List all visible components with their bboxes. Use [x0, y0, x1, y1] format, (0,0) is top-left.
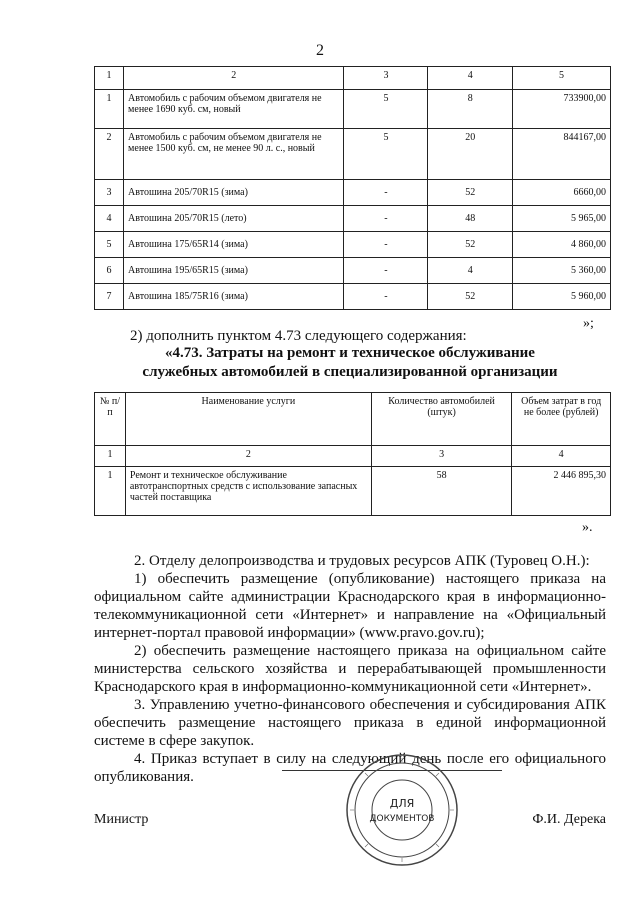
column-number: 2: [125, 446, 371, 467]
paragraph: 2) обеспечить размещение настоящего приказа на официальном сайте министерства сельского хозяйства и перерабатывающей промышленности Краснодарского края в информационно-коммуникационной сети «Интернет».: [94, 643, 606, 695]
table-row: [95, 467, 611, 516]
item-col3: -: [344, 284, 428, 310]
header-cell: Наименование услуги: [125, 393, 371, 446]
table-numbering-row: [95, 446, 611, 467]
item-price: 733900,00: [512, 90, 610, 129]
header-cell: № п/п: [95, 393, 126, 446]
page-number: 2: [316, 42, 324, 59]
item-name: Автошина 185/75R16 (зима): [124, 284, 344, 310]
paragraph: 1) обеспечить размещение (опубликование) настоящего приказа на официальном сайте администрации Краснодарского края в информационно-телекоммуникационной сети «Интернет» и направление на «Официальный интернет-портал правовой информации» (www.pravo.gov.ru);: [94, 571, 606, 641]
header-cell: 2: [124, 67, 344, 90]
table-row: [95, 258, 611, 284]
row-number: 1: [95, 90, 124, 129]
row-number: 6: [95, 258, 124, 284]
table-row: [95, 284, 611, 310]
stamp-text-line1: ДЛЯ: [389, 797, 415, 810]
header-cell: 5: [512, 67, 610, 90]
item-quantity: 52: [428, 232, 513, 258]
item-quantity: 52: [428, 180, 513, 206]
item-price: 6660,00: [512, 180, 610, 206]
column-number: 1: [95, 446, 126, 467]
item-col3: -: [344, 232, 428, 258]
row-number: 1: [95, 467, 126, 516]
signatory-title: Министр: [94, 812, 149, 827]
header-cell: 3: [344, 67, 428, 90]
item-quantity: 20: [428, 129, 513, 180]
row-number: 7: [95, 284, 124, 310]
table-header-row: [95, 393, 611, 446]
order-body: [94, 552, 606, 786]
item-quantity: 52: [428, 284, 513, 310]
item-quantity: 4: [428, 258, 513, 284]
signatory-name: Ф.И. Дерека: [532, 812, 606, 827]
vehicle-count: 58: [371, 467, 511, 516]
service-name: Ремонт и техническое обслуживание автотранспортных средств с использование запасных частей поставщика: [125, 467, 371, 516]
services-table: [94, 392, 611, 516]
item-col3: -: [344, 180, 428, 206]
item-col3: -: [344, 206, 428, 232]
table1-closing-mark: »;: [583, 316, 594, 331]
paragraph: 3. Управлению учетно-финансового обеспечения и субсидирования АПК обеспечить размещение настоящего приказа в единой информационной системе в сфере закупок.: [94, 697, 606, 749]
table-row: [95, 206, 611, 232]
paragraph: 2. Отделу делопроизводства и трудовых ресурсов АПК (Туровец О.Н.):: [134, 553, 590, 569]
item-quantity: 48: [428, 206, 513, 232]
heading-line2: служебных автомобилей в специализированной организации: [142, 364, 558, 380]
table-row: [95, 129, 611, 180]
row-number: 3: [95, 180, 124, 206]
item-quantity: 8: [428, 90, 513, 129]
column-number: 4: [512, 446, 611, 467]
header-cell: 1: [95, 67, 124, 90]
table-row: [95, 90, 611, 129]
table-header-row: [95, 67, 611, 90]
official-stamp: [344, 752, 460, 868]
item-name: Автошина 175/65R14 (зима): [124, 232, 344, 258]
heading-line1: «4.73. Затраты на ремонт и техническое обслуживание: [165, 345, 535, 361]
annual-cost: 2 446 895,30: [512, 467, 611, 516]
item-price: 844167,00: [512, 129, 610, 180]
column-number: 3: [371, 446, 511, 467]
item-price: 5 965,00: [512, 206, 610, 232]
header-cell: Количество автомобилей (штук): [371, 393, 511, 446]
item-name: Автошина 205/70R15 (лето): [124, 206, 344, 232]
stamp-text-line2: ДОКУМЕНТОВ: [369, 814, 435, 824]
item-name: Автомобиль с рабочим объемом двигателя не менее 1500 куб. см, не менее 90 л. с., новый: [124, 129, 344, 180]
row-number: 5: [95, 232, 124, 258]
item-col3: 5: [344, 90, 428, 129]
item-name: Автошина 195/65R15 (зима): [124, 258, 344, 284]
table2-closing-mark: ».: [582, 520, 593, 535]
row-number: 4: [95, 206, 124, 232]
header-cell: 4: [428, 67, 513, 90]
section-heading: [90, 344, 610, 382]
item-price: 4 860,00: [512, 232, 610, 258]
table-row: [95, 232, 611, 258]
item-price: 5 360,00: [512, 258, 610, 284]
row-number: 2: [95, 129, 124, 180]
item-col3: 5: [344, 129, 428, 180]
item-name: Автомобиль с рабочим объемом двигателя не менее 1690 куб. см, новый: [124, 90, 344, 129]
header-cell: Объем затрат в год не более (рублей): [512, 393, 611, 446]
table-row: [95, 180, 611, 206]
item-col3: -: [344, 258, 428, 284]
vehicles-table: [94, 66, 611, 310]
paragraph: 4. Приказ вступает в силу на следующий день после его официального опубликования.: [94, 751, 606, 785]
item-price: 5 960,00: [512, 284, 610, 310]
amendment-intro: 2) дополнить пунктом 4.73 следующего содержания:: [130, 328, 467, 344]
item-name: Автошина 205/70R15 (зима): [124, 180, 344, 206]
